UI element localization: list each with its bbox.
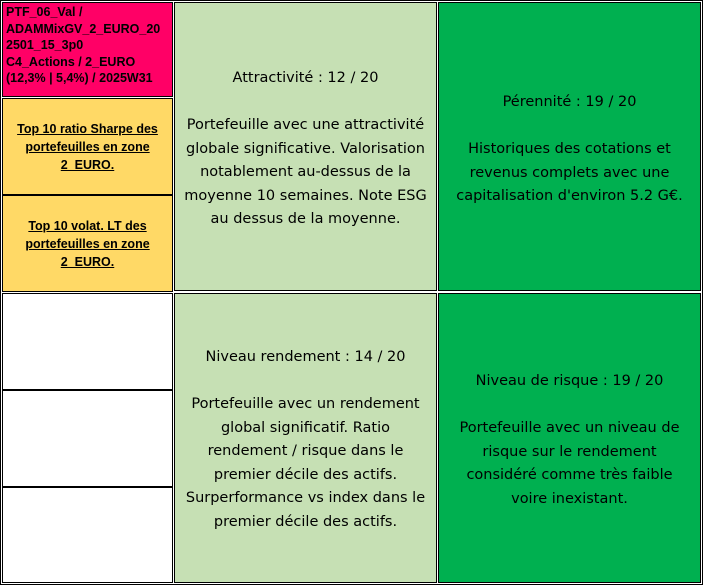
attractivite-line: notablement au-dessus de la xyxy=(200,164,411,180)
rendement-description xyxy=(175,393,436,534)
empty-cell xyxy=(2,293,173,390)
attractivite-cell xyxy=(174,2,437,291)
attractivite-line: Portefeuille avec une attractivité xyxy=(186,117,425,133)
perennite-cell xyxy=(438,2,701,291)
empty-cell xyxy=(2,487,173,583)
attractivite-description xyxy=(175,114,436,232)
risque-line: considéré comme très faible xyxy=(466,467,673,483)
rendement-heading: Niveau rendement : 14 / 20 xyxy=(205,349,406,365)
portfolio-id-line: 2501_15_3p0 xyxy=(6,38,84,52)
attractivite-heading: Attractivité : 12 / 20 xyxy=(232,70,379,86)
ranking-sharpe-label: Top 10 ratio Sharpe des portefeuilles en zone 2_EURO. xyxy=(17,121,158,172)
attractivite-line: moyenne 10 semaines. Note ESG xyxy=(184,187,427,204)
risque-line: voire inexistant. xyxy=(511,490,628,507)
rendement-line: global significatif. Ratio xyxy=(220,419,391,436)
portfolio-id-cell xyxy=(2,2,173,97)
portfolio-id-line: C4_Actions / 2_EURO xyxy=(6,54,136,69)
empty-cell xyxy=(2,390,173,487)
rendement-line: premier décile des actifs. xyxy=(213,513,398,530)
perennite-line: Historiques des cotations et xyxy=(468,141,671,157)
perennite-heading: Pérennité : 19 / 20 xyxy=(502,94,637,110)
perennite-line: revenus complets avec une xyxy=(469,164,670,181)
perennite-description xyxy=(439,138,700,209)
risque-description xyxy=(439,417,700,511)
rendement-line: Surperformance vs index dans le xyxy=(185,490,426,506)
rendement-line: rendement / risque dans le xyxy=(207,443,404,459)
portfolio-id-line: PTF_06_Val / xyxy=(6,5,83,19)
risque-heading: Niveau de risque : 19 / 20 xyxy=(475,373,664,389)
risque-line: risque sur le rendement xyxy=(482,443,657,460)
ranking-volatility-cell xyxy=(2,195,173,292)
risque-cell xyxy=(438,293,701,583)
attractivite-line: au dessus de la moyenne. xyxy=(210,211,401,227)
ranking-sharpe-cell xyxy=(2,98,173,195)
risque-line: Portefeuille avec un niveau de xyxy=(459,420,680,436)
portfolio-id-line: ADAMMixGV_2_EURO_20 xyxy=(6,21,161,36)
perennite-line: capitalisation d'environ 5.2 G€. xyxy=(456,188,683,204)
ranking-volatility-label: Top 10 volat. LT des portefeuilles en zone 2_EURO. xyxy=(25,218,150,269)
portfolio-id-line: (12,3% | 5,4%) / 2025W31 xyxy=(6,71,153,85)
rendement-cell xyxy=(174,293,437,583)
attractivite-line: globale significative. Valorisation xyxy=(186,140,425,157)
rendement-line: Portefeuille avec un rendement xyxy=(191,396,420,412)
rendement-line: premier décile des actifs. xyxy=(213,466,398,483)
